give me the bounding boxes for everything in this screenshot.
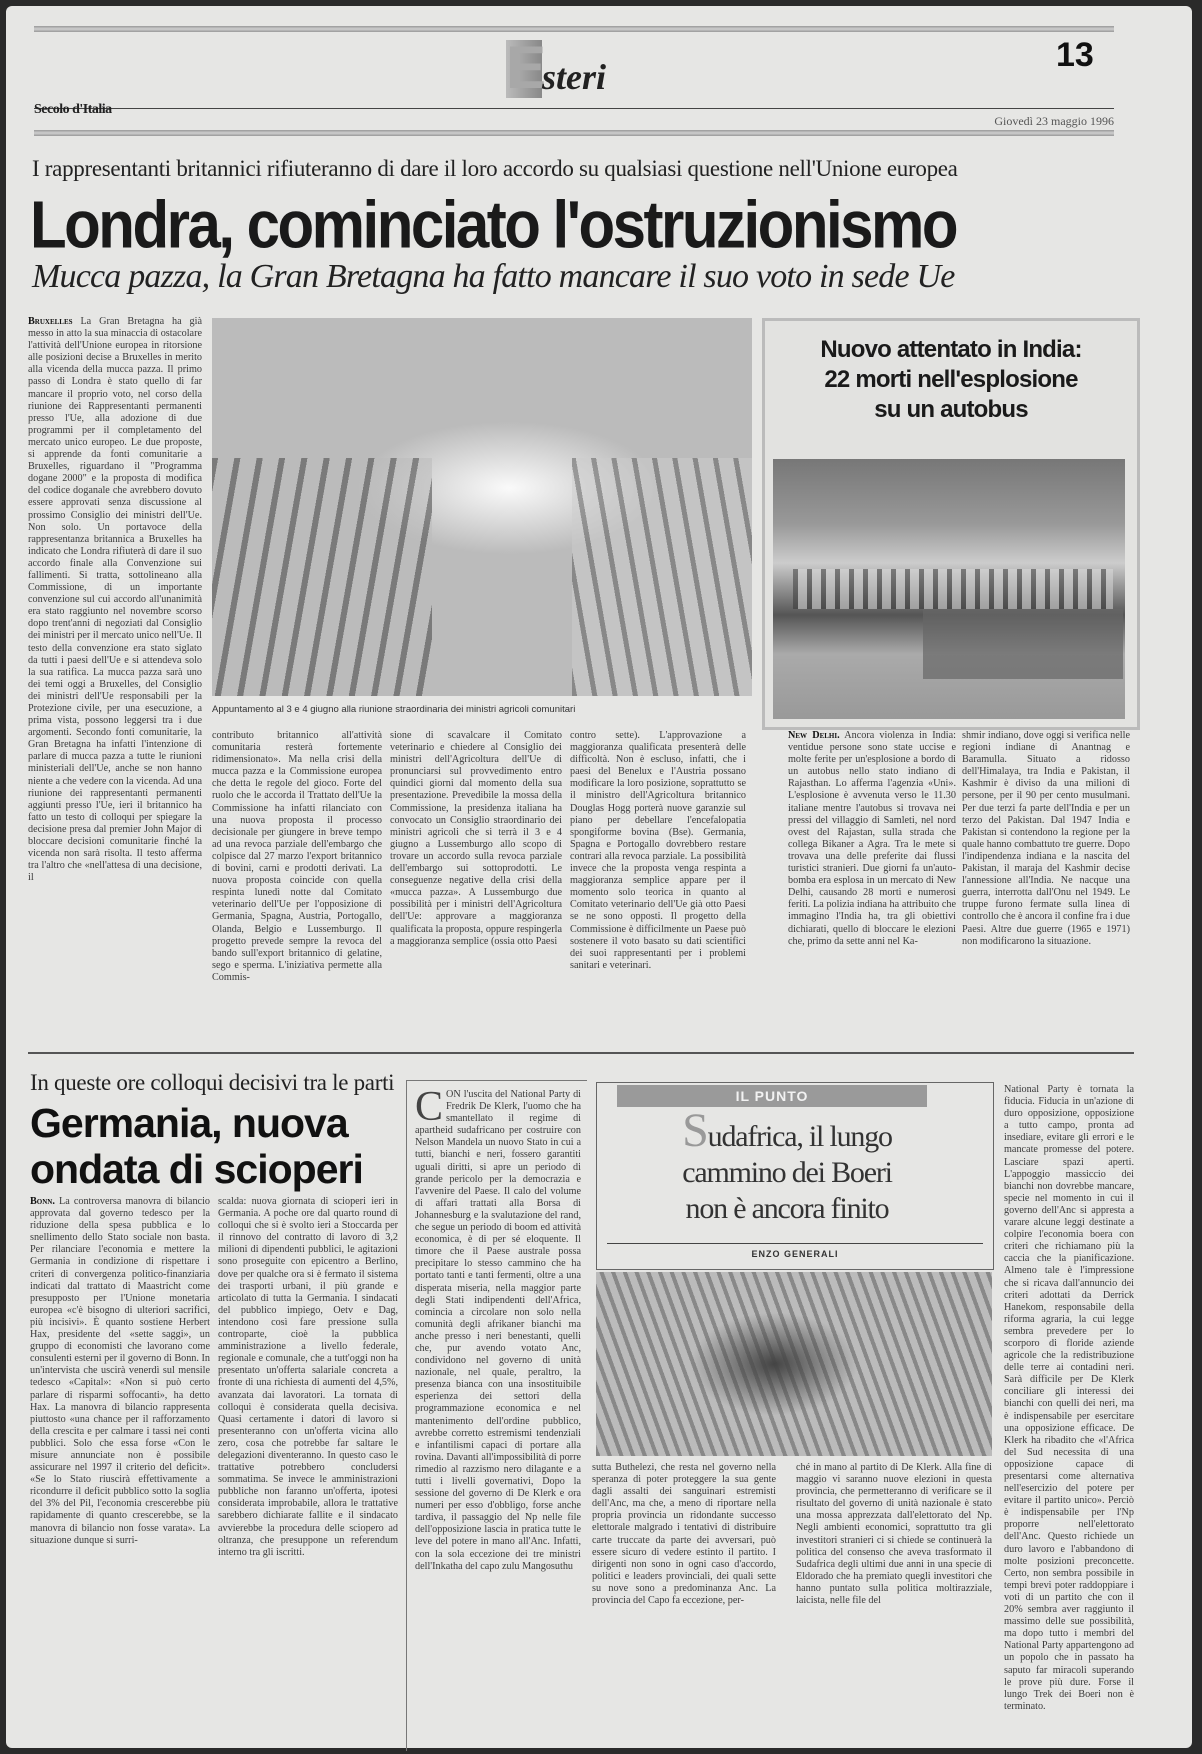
- lead-column-2: contributo britannico all'attività comunitaria resterà fortemente ridimensionato». Ma nella crisi della mucca pazza e la Commissione europea che detta le regole del gioco. Forte del ruolo che le accorda il Trattato dell'Ue la Commissione ha infatti rilanciato con una nuova proposta il processo decisionale per giungere in breve tempo ad una revoca parziale dell'embargo che colpisce dal 27 marzo l'export britannico di bovini, carni e prodotti derivati. La nuova proposta coincide con quella respinta lunedì notte dal Comitato veterinario dell'Ue per l'opposizione di Germania, Spagna, Austria, Portogallo, Olanda, Belgio e Lussemburgo. Il progetto prevede sempre la revoca del bando sull'export britannico di gelatine, sego e sperma. L'iniziativa permette alla Commis-: [212, 730, 382, 983]
- headline-line: non è ancora finito: [685, 1192, 889, 1225]
- headline-line: 22 morti nell'esplosione: [824, 366, 1078, 393]
- cattle-barn-photo: [212, 318, 752, 696]
- author-byline: ENZO GENERALI: [751, 1249, 839, 1259]
- lead-kicker: I rappresentanti britannici rifiuteranno di dare il loro accordo su qualsiasi questione nell'Unione europea: [32, 156, 958, 181]
- column-text: La Gran Bretagna ha già messo in atto la sua minaccia di ostacolare l'attività dell'Unione europea in ritorsione alle posizioni decise a Bruxelles in merito alla vicenda della mucca pazza. Il primo passo di Londra è stato quello di far mancare il proprio voto, nel corso della riunione dei Rappresentanti permanenti presso l'Ue, alla adozione di due programmi per il completamento del mercato unico europeo. Le due proposte, si apprende da fonti comunitarie a Bruxelles, riguardano il "Programma dogane 2000" e la proposta di modifica del codice doganale che avrebbero dovuto essere approvati senza discussione al prossimo Consiglio dei ministri dell'Ue. Non solo. Un portavoce della rappresentanza britannica a Bruxelles ha indicato che Londra rifiuterà di dare il suo accordo finale alla Convenzione sui fallimenti. Si tratta, sottolineano alla Commissione, di un importante convenzione sul cui accordo all'unanimità era stato raggiunto nel novembre scorso dopo trent'anni di negoziati dal Consiglio dei ministri per il mercato unico nell'Ue. Il testo della convenzione era stato siglato da tutti i paesi dell'Ue e si attendeva solo la sua ratifica. La mucca pazza sarà uno dei temi oggi a Bruxelles, del Consiglio dei ministri dell'Ue responsabili per la Protezione civile, per una esecuzione, a prima vista, possono leggersi tra i due argomenti. Secondo fonti comunitarie, la Gran Bretagna ha infatti l'intenzione di parlare di mucca pazza a tutte le riunioni ministeriali dell'Ue, anche se non hanno niente a che vedere con la vicenda. Ad una riunione dei rappresentanti permanenti aggiunti presso l'Ue, ieri il britannico ha fatto un testo di colloqui per spiegare la decisione presa dal premier John Major di bloccare decisioni comunitarie finché la vicenda non sarà risolta. Il testo afferma tra l'altro che «nell'attesa di una decisione, il: [28, 316, 202, 884]
- column-text: La controversa manovra di bilancio approvata dal governo tedesco per la riduzione della spesa pubblica e lo snellimento dello Stato sociale non basta. Per rilanciare l'economia e mettere la Germania in condizione di rispettare i criteri di convergenza politico-finanziaria indicati dal trattato di Maastricht come presupposto per l'Unione monetaria europea «c'è bisogno di ulteriori sacrifici, più incisivi». È quanto sostiene Herbert Hax, presidente del «sette saggi», un gruppo di economisti che lavorano come consulenti esterni per il governo di Bonn. In un'intervista che uscirà venerdì sul mensile tedesco «Capital»: «Non si può certo parlare di risparmi soffocanti», ha detto Hax. La manovra di bilancio rappresenta piuttosto «una chance per il rafforzamento della crescita e per calmare i tassi nei conti pubblici. Solo che essa forse «Con le misure annunciate non è possibile assicurare nel 1997 il criterio del deficit». «Se lo Stato riuscirà effettivamente a ricondurre il deficit pubblico sotto la soglia del 3% del Pil, l'economia crescerebbe più rapidamente di quanto crescerebbe, se la manovra di bilancio non fosse varata». La situazione dunque si surri-: [30, 1196, 210, 1546]
- photo-stalls-left: [212, 458, 432, 696]
- section-initial: E: [506, 34, 547, 101]
- newspaper-name: Secolo d'Italia: [34, 102, 112, 117]
- headline-line: Germania, nuova: [30, 1100, 348, 1146]
- section-divider: [28, 1052, 1134, 1054]
- drop-cap: C: [415, 1089, 444, 1130]
- header-rule: [34, 130, 1114, 136]
- sudafrica-intro-column: [415, 1089, 581, 1749]
- newspaper-page: [6, 6, 1192, 1748]
- issue-date: Giovedì 23 maggio 1996: [994, 114, 1114, 128]
- headline-line: ondata di scioperi: [30, 1146, 363, 1192]
- lead-headline: Londra, cominciato l'ostruzionismo: [30, 187, 957, 263]
- sudafrica-column-2: sutta Buthelezi, che resta nel governo nella speranza di poter proteggere la sua gente dagli assalti dei sanguinari estremisti dell'Anc, ma che, a meno di riportare nella propria provincia un ridondante successo elettorale malgrado i tentativi di distribuire carte truccate da parte dei avversari, può essere sicuro di vedere estinto il partito. I dirigenti non sono in ogni caso d'accordo, politici e leaders provinciali, dei quali sette su nove sono a predominanza Anc. La provincia del Capo fa eccezione, per-: [592, 1462, 776, 1607]
- photo-stalls-right: [572, 458, 752, 696]
- dateline: Bruxelles: [28, 316, 73, 327]
- photo-caption: Appuntamento al 3 e 4 giugno alla riunione straordinaria dei ministri agricoli comunitari: [212, 704, 576, 715]
- column-text: Ancora violenza in India: ventidue persone sono state uccise e molte ferite per un'esplosione a bordo di un autobus nello stato indiano di Rajasthan. Lo afferma l'agenzia «Uni». L'esplosione è avvenuta verso le 11.30 italiane mentre l'autobus si trovava nei pressi del villaggio di Samleti, nel nord ovest del Rajastan, sulla strada che collega Bikaner a Agra. Tra le mete si trovava una delle preferite dai flussi turistici stranieri. Due giorni fa un'auto-bomba era esplosa in un mercato di New Delhi, causando 28 morti e numerosi feriti. La polizia indiana ha attribuito che immagino l'India ha, tra gli obiettivi dichiarati, quello di bloccare le elezioni che, primo da sette anni nel Ka-: [788, 730, 956, 947]
- india-headline: [765, 335, 1137, 425]
- headline-line: [597, 1104, 977, 1157]
- headline-line: su un autobus: [874, 396, 1028, 423]
- sudafrica-column-box: [406, 1080, 587, 1751]
- germany-kicker: In queste ore colloqui decisivi tra le parti: [30, 1070, 395, 1095]
- page-number: 13: [1056, 36, 1094, 74]
- il-punto-label: IL PUNTO: [617, 1085, 927, 1107]
- il-punto-box: [596, 1082, 994, 1270]
- lead-column-3: sione di scavalcare il Comitato veterinario e chiedere al Consiglio dei ministri dell'Agricoltura dell'Ue di pronunciarsi sul provvedimento entro quindici giorni dal momento della sua presentazione. Prevedibile la mossa della Commissione, la presidenza italiana ha convocato un Consiglio straordinario dei ministri agricoli che si terrà il 3 e 4 giugno a Lussemburgo allo scopo di trovare un accordo sulla revoca parziale dell'embargo sui sottoprodotti. Le conseguenze negative della crisi della «mucca pazza». A Lussemburgo due possibilità per i ministri dell'Agricoltura dell'Ue: approvare a maggioranza qualificata la proposta, oppure respingerla a maggioranza semplice (ossia otto Paesi: [390, 730, 562, 947]
- photo-crowd: [793, 569, 1113, 609]
- headline-text: udafrica, il lungo: [707, 1120, 892, 1153]
- top-rule: [34, 26, 1114, 32]
- dateline: Bonn.: [30, 1196, 55, 1207]
- headline-line: cammino dei Boeri: [682, 1156, 892, 1189]
- lead-subhead: Mucca pazza, la Gran Bretagna ha fatto mancare il suo voto in sede Ue: [32, 258, 955, 295]
- india-box: [762, 318, 1140, 730]
- germany-column-1: [30, 1196, 210, 1748]
- germany-column-2: scalda: nuova giornata di scioperi ieri in Germania. A poche ore dal quarto round di colloqui che si è svolto ieri a Stoccarda per il rinnovo del contratto di lavoro di 3,2 milioni di dipendenti pubblici, le agitazioni sono proseguite con epicentro a Berlino, dove per qualche ora si è fermato il sistema dei trasporti urbani, il più grande e articolato di tutta la Germania. I sindacati del pubblico impiego, Oetv e Dag, intendono così fare pressione sulla controparte, cioè la pubblica amministrazione a livello federale, regionale e comunale, che a tutt'oggi non ha presentato un'offerta salariale concreta a fronte di una richiesta di aumenti del 4,5%, avanzata dai lavoratori. La tornata di colloqui è considerata quella decisiva. Quasi certamente i datori di lavoro si presenteranno con un'offerta vicina allo zero, cosa che potrebbe far saltare le delegazioni diventeranno. In questo caso le trattative potrebbero concludersi sommatima. Se invece le amministrazioni pubbliche non faranno un'offerta, ipotesi considerata improbabile, allora le trattative sarebbero dichiarate fallite e il sindacato avvierebbe la procedura delle sciopero ad oltranza, che presuppone un referendum interno tra gli iscritti.: [218, 1196, 398, 1558]
- boer-farm-photo: [596, 1272, 992, 1456]
- lead-column-1: [28, 316, 202, 1044]
- divider: [34, 108, 1114, 109]
- sudafrica-column-4: National Party è tornata la fiducia. Fiducia in un'azione di duro opposizione, opposizione a tutto campo, pronta ad insediare, evitare gli errori e le mancate promesse del potere. Lasciare spazi aperti. L'appoggio massiccio dei bianchi non dovrebbe mancare, specie nel momento in cui il governo dell'Anc si appresta a varare alcune leggi destinate a colpire l'economia boera con criteri che richiamano più la caccia che la pianificazione. Almeno tale è l'impressione che si ricava dall'annuncio dei criteri adottati da Derrick Hanekom, responsabile della riforma agraria, la cui legge sembra prevedere per lo scorporo di floride aziende agricole che la redistribuzione delle terre ai contadini neri. Sarà difficile per De Klerk conciliare gli interessi dei bianchi con quelli dei neri, ma è indispensabile per esercitare una opposizione efficace. De Klerk ha ribadito che «l'Africa del Sud necessita di una opposizione capace di presentarsi come alternativa nell'esercizio del potere per evitare il partito unico». Perciò è indispensabile per l'Np proporre nell'elettorato dell'Anc. Questo richiede un duro lavoro e l'abbandono di molte posizioni preconcette. Certo, non sembra possibile in tempi brevi poter raddoppiare i voti di un partito che con il 20% sembra aver raggiunto il massimo delle sue possibilità, ma dopo tutto i membri del National Party appartengono ad un popolo che in passato ha saputo far miracoli superando le prove più dure. Forse il lungo Trek dei Boeri non è terminato.: [1004, 1084, 1134, 1712]
- germany-headline: [30, 1100, 363, 1192]
- india-column-2: shmir indiano, dove oggi si verifica nelle regioni indiane di Anantnag e Baramulla. Situato a ridosso dell'Himalaya, tra India e Pakistan, il Kashmir è diviso da una milioni di persone, per il 90 per cento musulmani. Per due terzi fa parte dell'India e per un terzo del Pakistan. Dal 1947 India e Pakistan si contendono la regione per la quale hanno combattuto tre guerre. Dopo l'indipendenza indiana e la nascita del Pakistan, il maraja del Kashmir decise l'annessione all'India. Ne nacque una guerra, interrotta dall'Onu nel 1949. Le truppe furono fermate sulla linea di controllo che è ancora il confine fra i due Paesi. Altre due guerre (1965 e 1971) non modificarono la situazione.: [962, 730, 1130, 947]
- india-column-1: [788, 730, 956, 1044]
- sudafrica-column-3: ché in mano al partito di De Klerk. Alla fine di maggio vi saranno nuove elezioni in questa provincia, che permetteranno di verificare se il risultato del governo di unità nazionale è stato una mossa apprezzata dall'elettorato del Np. Negli ambienti economici, soprattutto tra gli investitori stranieri ci si chiede se continuerà la politica del consenso che aveva trasformato il Sudafrica degli ultimi due anni in una specie di Eldorado che ha premiato quegli investitori che hanno puntato sulla politica moltirazziale, laicista, nelle file del: [796, 1462, 992, 1607]
- divider: [607, 1243, 983, 1244]
- bus-explosion-photo: [773, 459, 1125, 719]
- sudafrica-headline: [597, 1104, 977, 1227]
- lead-column-4: contro sette). L'approvazione a maggioranza qualificata presenterà delle difficoltà. Non è escluso, infatti, che i paesi del Benelux e l'Austria possano modificare la loro posizione, soprattutto se il ministro dell'Agricoltura britannico Douglas Hogg porterà nuove garanzie sul piano per debellare l'encefalopatia spongiforme bovina (Bse). Germania, Spagna e Portogallo dovrebbero restare contrari alla revoca parziale. La possibilità invece che la proposta venga respinta a maggioranza semplice appare per il momento solo teorica in quanto al Comitato veterinario dell'Ue già otto Paesi se ne sono opposti. Il progetto della Commissione è difficilmente un Paese può sostenere il voto basato su dati scientifici dei suoi rappresentanti per i problemi sanitari e veterinari.: [570, 730, 746, 971]
- dateline: New Delhi.: [788, 730, 840, 741]
- photo-bus: [923, 609, 1123, 679]
- section-initial-block: [506, 34, 547, 101]
- section-title: steri: [542, 57, 607, 97]
- headline-line: Nuovo attentato in India:: [820, 336, 1082, 363]
- column-text: ON l'uscita del National Party di Fredrik De Klerk, l'uomo che ha smantellato il regime di apartheid sudafricano per costruire con Nelson Mandela un nuovo Stato in cui a tutti, bianchi e neri, fossero garantiti uguali diritti, si apre un periodo di grande pericolo per la democrazia e l'avvenire del Paese. Il calo del volume di affari trattati alla Borsa di Johannesburg e la svalutazione del rand, che segue un periodo di boom ed attività economica, è di per sé eloquente. Il timore che il Paese australe possa precipitare lo stesso cammino che ha portato tanti e tanti fermenti, oltre a una disperata miseria, nella maggior parte degli Stati indipendenti dell'Africa, comincia a circolare non solo nella comunità degli afrikaner bianchi ma anche presso i neri benestanti, quelli che, pur avendo votato Anc, condividono nel governo di unità nazionale, nel quale, peraltro, la presenza bianca con una insostituibile esperienza dei settori della programmazione economica e nel mantenimento dell'ordine pubblico, avrebbe corretto estremismi tendenziali e infantilismi capaci di portare alla rovina. Davanti all'impossibilità di porre rimedio al razzismo nero dilagante e a tutti i livelli governativi, Dopo la sessione del governo di De Klerk e ora numeri per esso d'obbligo, forse anche tardiva, il passaggio del Np nelle file dell'opposizione lascia in pratica tutte le leve del potere in mano all'Anc. Infatti, con la sola eccezione dei tre ministri dell'Inkatha del capo zulu Mangosuthu: [415, 1089, 581, 1572]
- headline-initial: S: [682, 1104, 708, 1157]
